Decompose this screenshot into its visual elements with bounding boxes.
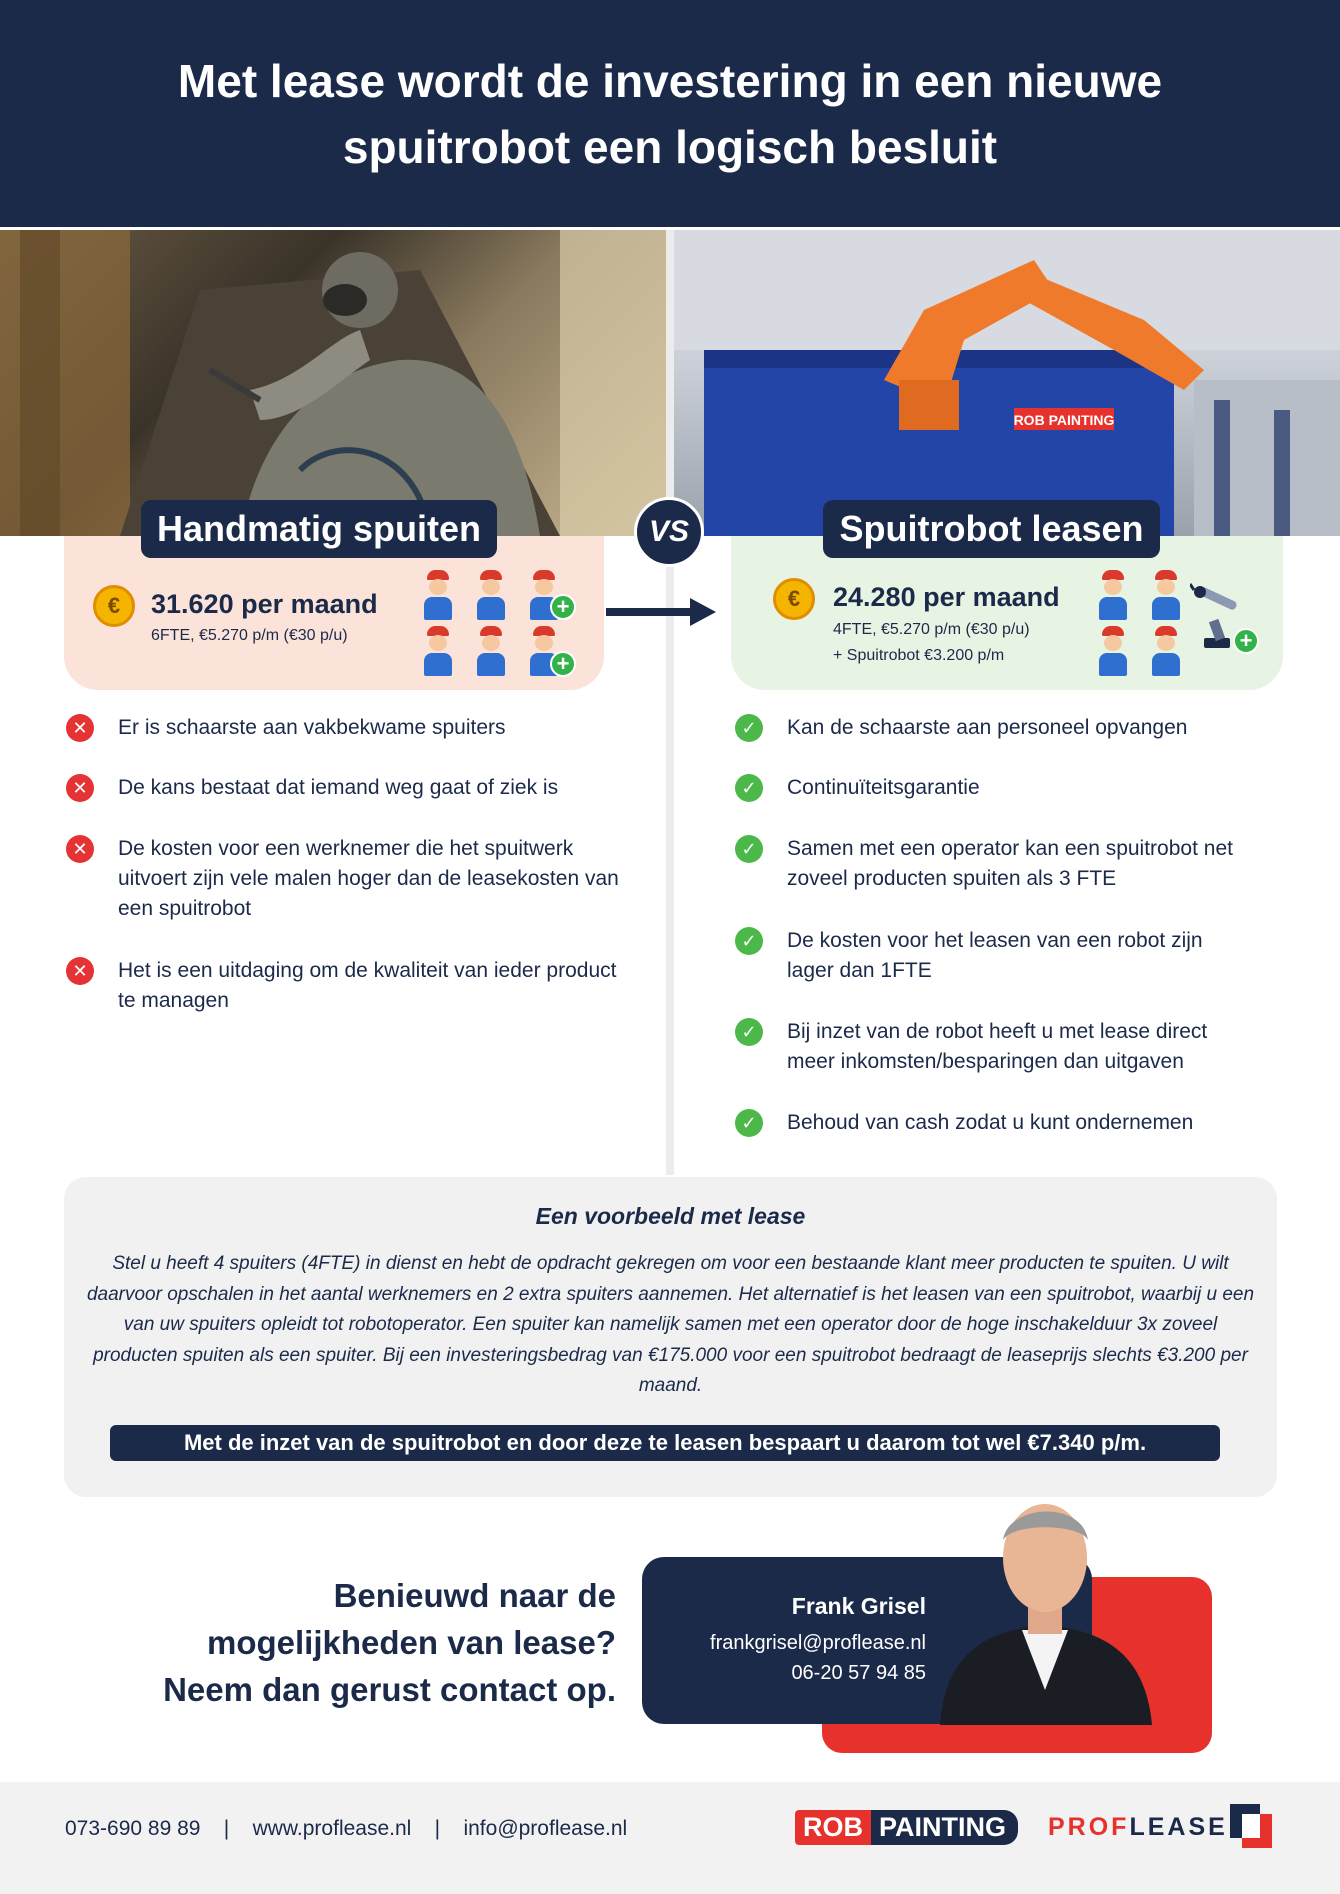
cross-icon: ✕ xyxy=(66,835,94,863)
list-item: ✓ Samen met een operator kan een spuitrobot net zoveel producten spuiten als 3 FTE xyxy=(735,834,1255,894)
robot-cost-amount: 24.280 per maand xyxy=(833,582,1060,612)
call-to-action: Benieuwd naar de mogelijkheden van lease? Neem dan gerust contact op. xyxy=(163,1577,616,1708)
euro-coin-icon: € xyxy=(93,585,135,627)
arrow-right-icon xyxy=(606,598,716,626)
proflease-logo: PROFLEASE xyxy=(1048,1813,1228,1841)
list-item: ✓ Behoud van cash zodat u kunt ondernemen xyxy=(735,1108,1255,1138)
header-banner xyxy=(0,0,1340,227)
example-title: Een voorbeeld met lease xyxy=(535,1203,806,1229)
manual-cost-amount: 31.620 per maand xyxy=(151,589,378,619)
cross-icon: ✕ xyxy=(66,774,94,802)
robot-spraying-photo xyxy=(674,230,1340,536)
worker-icon xyxy=(1096,570,1130,620)
painter-illustration xyxy=(0,230,666,536)
contact-phone[interactable]: 06-20 57 94 85 xyxy=(791,1662,926,1684)
manual-spraying-photo xyxy=(0,230,666,536)
robot-illustration xyxy=(674,230,1340,536)
robot-cost-detail-2: + Spuitrobot €3.200 p/m xyxy=(833,647,1005,664)
cross-icon: ✕ xyxy=(66,957,94,985)
worker-icon xyxy=(421,626,455,676)
check-icon: ✓ xyxy=(735,835,763,863)
list-item: ✕ De kans bestaat dat iemand weg gaat of ziek is xyxy=(66,773,626,803)
footer-contact-line[interactable]: 073-690 89 89 | www.proflease.nl | info@proflease.nl xyxy=(65,1817,628,1840)
plus-icon: + xyxy=(550,594,576,620)
contact-portrait xyxy=(930,1490,1160,1725)
rob-painting-logo: ROB PAINTING xyxy=(795,1810,1018,1845)
manual-cost-detail: 6FTE, €5.270 p/m (€30 p/u) xyxy=(151,627,348,644)
worker-icon xyxy=(474,626,508,676)
page-title: Met lease wordt de investering in een nieuwe spuitrobot een logisch besluit xyxy=(177,54,1163,173)
worker-icon xyxy=(1149,626,1183,676)
plus-icon: + xyxy=(1233,628,1259,654)
list-item: ✓ Kan de schaarste aan personeel opvangen xyxy=(735,713,1255,743)
list-item: ✓ Continuïteitsgarantie xyxy=(735,773,1255,803)
list-item: ✕ Er is schaarste aan vakbekwame spuiters xyxy=(66,713,626,743)
contact-email[interactable]: frankgrisel@proflease.nl xyxy=(710,1632,926,1654)
worker-icon xyxy=(474,570,508,620)
cross-icon: ✕ xyxy=(66,714,94,742)
worker-icon xyxy=(1096,626,1130,676)
example-body: Stel u heeft 4 spuiters (4FTE) in dienst en hebt de opdracht gekregen om voor een bestaande klant meer producten te spuiten. U wilt daarvoor opschalen in het aantal werknemers en 2 extra spuiters aannemen. Het alternatief is het leasen van een spuitrobot, waarbij u een van uw spuiters opleidt tot robotoperator. Een spuiter kan namelijk samen met een operator door de hoge inschakelduur 3x zoveel producten spuiten als een spuiter. Bij een investeringsbedrag van €175.000 voor een spuitrobot bedraagt de leaseprijs slechts €3.200 per maand. xyxy=(86,1253,1255,1396)
list-item: ✕ Het is een uitdaging om de kwaliteit van ieder product te managen xyxy=(66,956,626,1016)
euro-coin-icon: € xyxy=(773,578,815,620)
robot-title: Spuitrobot leasen xyxy=(823,500,1160,558)
plus-icon: + xyxy=(550,651,576,677)
robot-cost-detail-1: 4FTE, €5.270 p/m (€30 p/u) xyxy=(833,621,1030,638)
example-box xyxy=(64,1177,1277,1497)
check-icon: ✓ xyxy=(735,1109,763,1137)
list-item: ✓ Bij inzet van de robot heeft u met lease direct meer inkomsten/besparingen dan uitgaven xyxy=(735,1017,1255,1077)
list-item: ✓ De kosten voor het leasen van een robot zijn lager dan 1FTE xyxy=(735,926,1255,986)
robot-sign-text: ROB PAINTING xyxy=(1013,412,1115,428)
vs-badge: VS xyxy=(634,497,704,567)
worker-icon xyxy=(1149,570,1183,620)
column-divider xyxy=(666,230,674,1175)
proflease-mark-icon xyxy=(1230,1804,1274,1850)
savings-highlight: Met de inzet van de spuitrobot en door deze te leasen bespaart u daarom tot wel €7.340 p/m. xyxy=(110,1425,1220,1461)
check-icon: ✓ xyxy=(735,774,763,802)
check-icon: ✓ xyxy=(735,714,763,742)
manual-title: Handmatig spuiten xyxy=(141,500,497,558)
list-item: ✕ De kosten voor een werknemer die het spuitwerk uitvoert zijn vele malen hoger dan de leasekosten van een spuitrobot xyxy=(66,834,626,924)
worker-icon xyxy=(421,570,455,620)
check-icon: ✓ xyxy=(735,1018,763,1046)
check-icon: ✓ xyxy=(735,927,763,955)
contact-name: Frank Grisel xyxy=(791,1593,926,1619)
